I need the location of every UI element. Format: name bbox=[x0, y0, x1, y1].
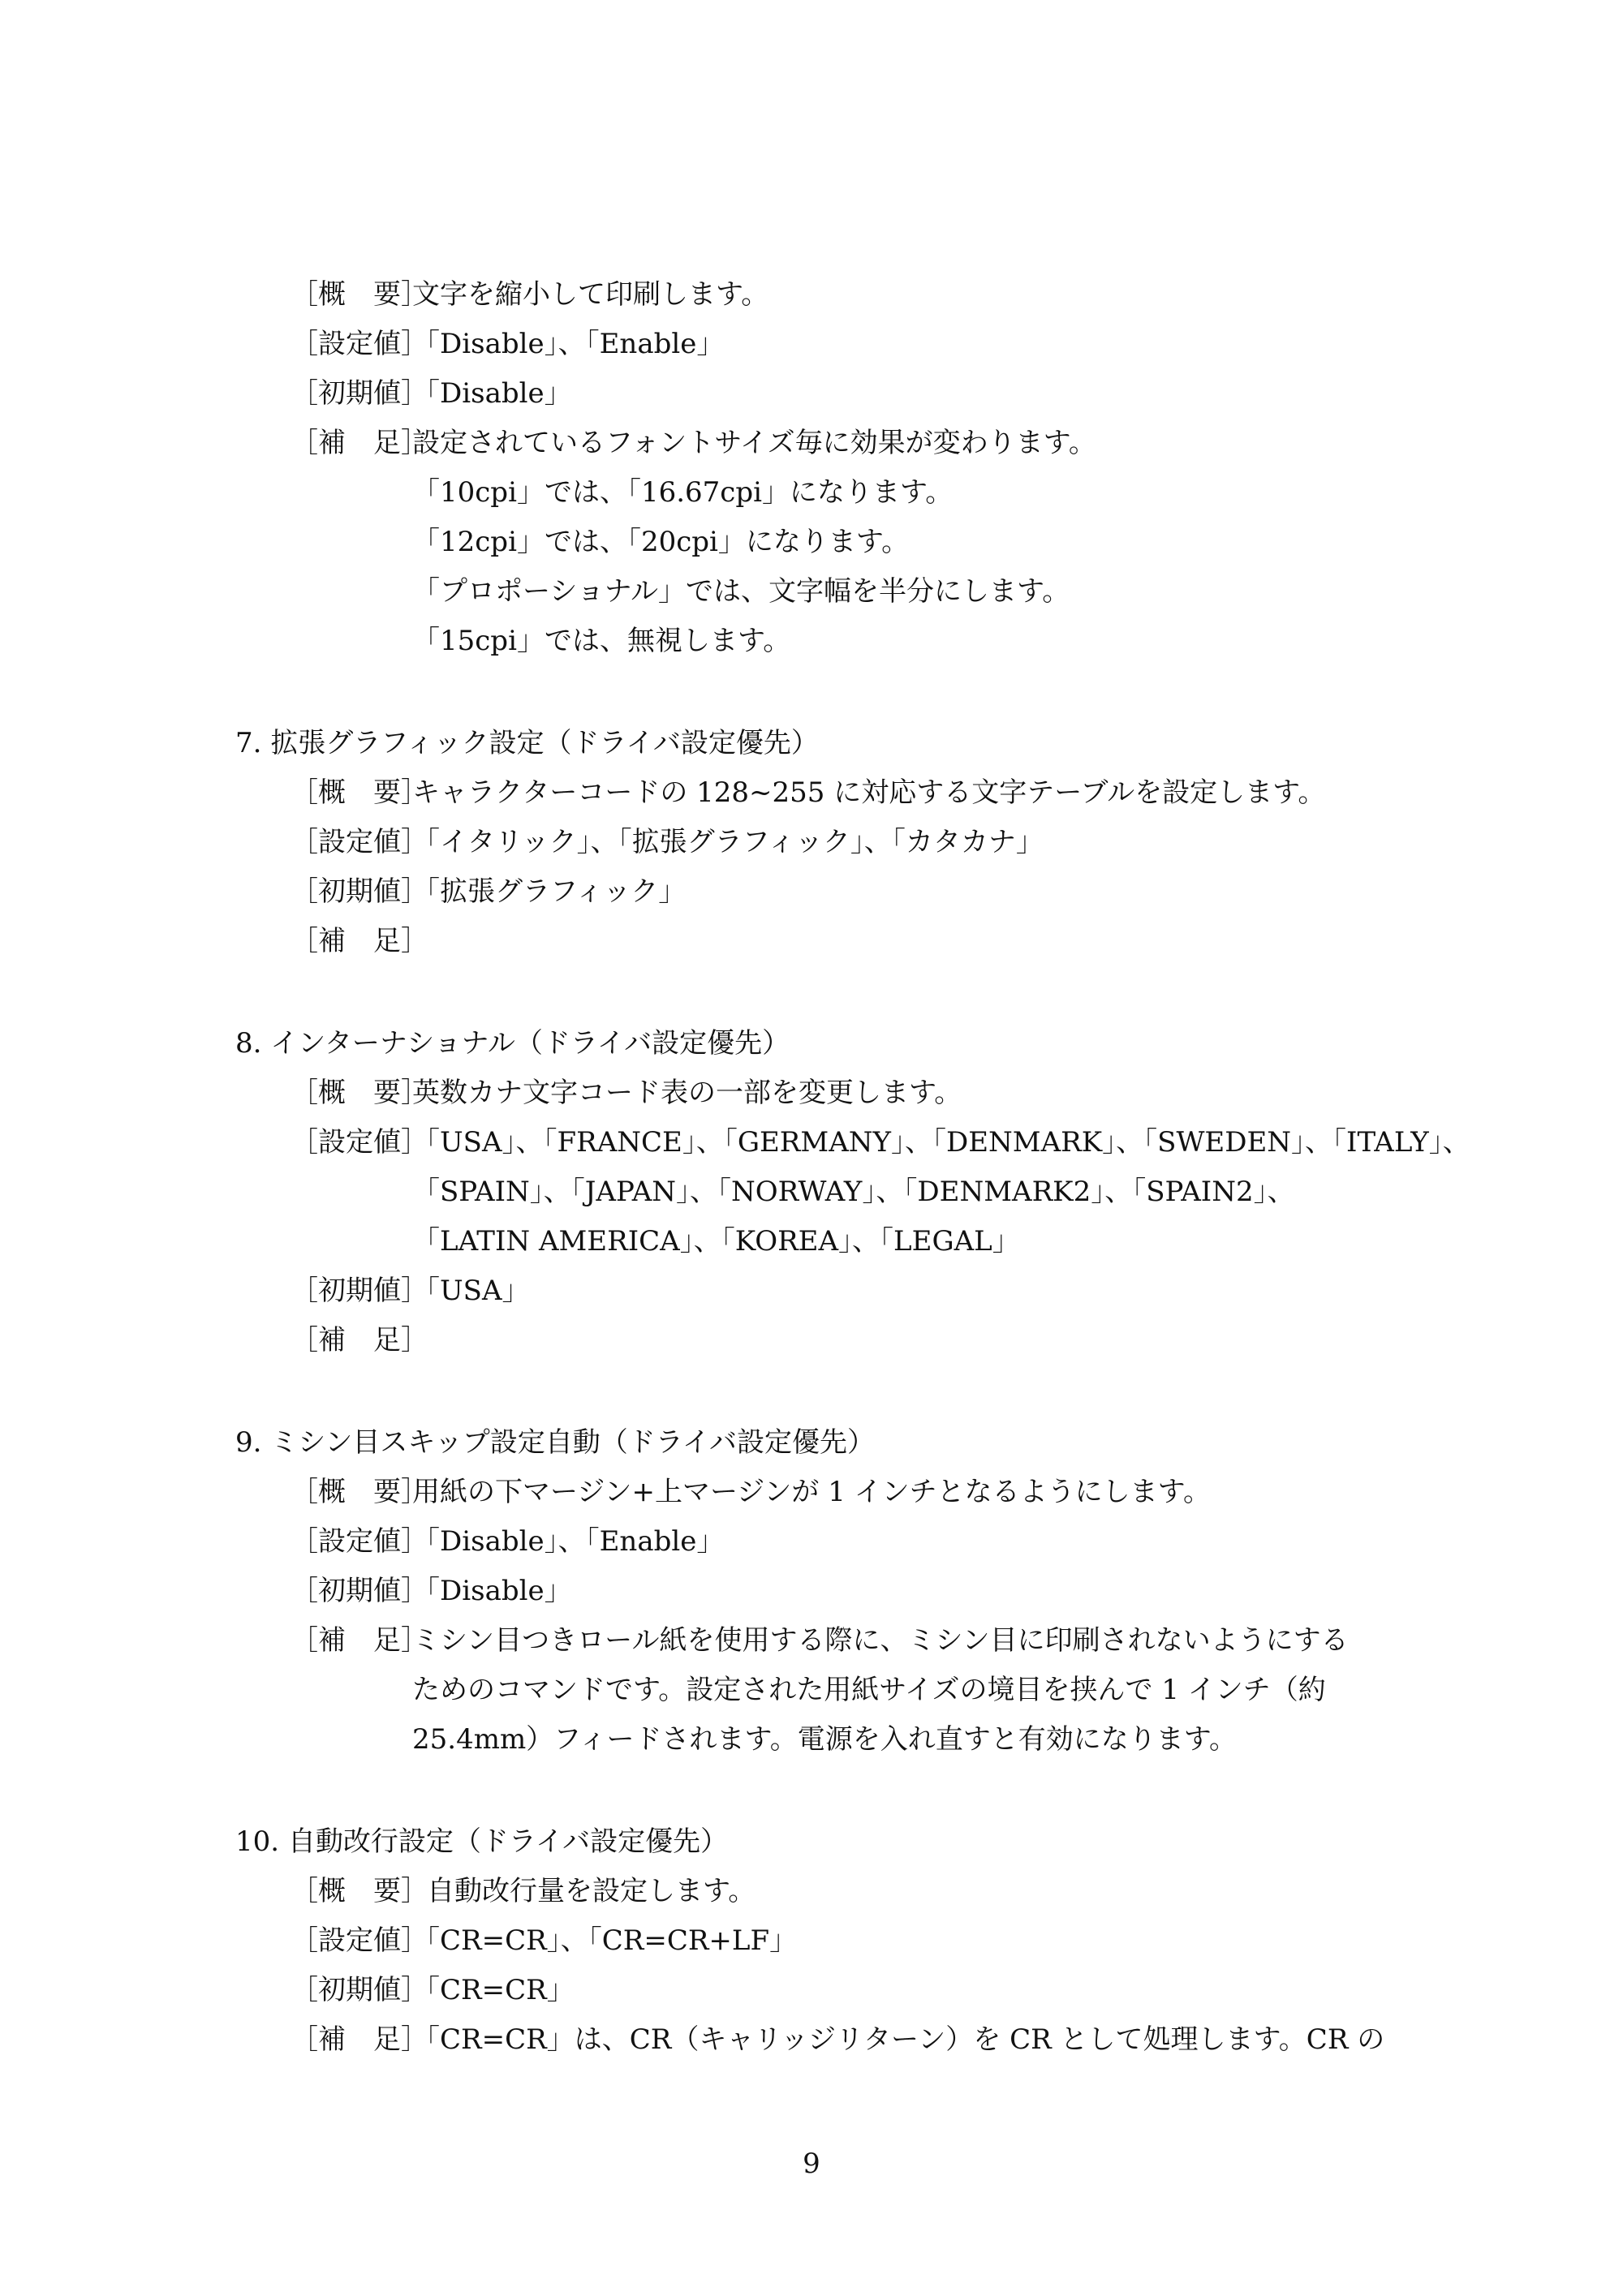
note-line: 「プロポーショナル」では、文字幅を半分にします。 bbox=[412, 575, 1070, 608]
initial-label: ［初期値］ bbox=[291, 377, 428, 410]
initial-label: ［初期値］ bbox=[291, 875, 428, 908]
setting-label: ［設定値］ bbox=[291, 1525, 428, 1558]
setting-text: 「Disable」、「Enable」 bbox=[412, 1525, 725, 1558]
initial-text: 「CR=CR」 bbox=[412, 1974, 575, 2006]
overview-label: ［概 要］ bbox=[291, 278, 428, 311]
note-line: 「10cpi」では、「16.67cpi」になります。 bbox=[412, 476, 954, 509]
section-heading: 10. 自動改行設定（ドライバ設定優先） bbox=[235, 1825, 729, 1858]
setting-text: 「Disable」、「Enable」 bbox=[412, 328, 725, 360]
page-number: 9 bbox=[803, 2148, 820, 2180]
overview-label: ［概 要］ bbox=[291, 1476, 428, 1508]
note-line: ためのコマンドです。設定された用紙サイズの境目を挟んで 1 インチ（約 bbox=[412, 1674, 1326, 1706]
setting-line: 「SPAIN」、「JAPAN」、「NORWAY」、「DENMARK2」、「SPAIN2」、 bbox=[412, 1176, 1295, 1208]
overview-text: キャラクターコードの 128~255 に対応する文字テーブルを設定します。 bbox=[412, 776, 1326, 809]
setting-text: 「CR=CR」、「CR=CR+LF」 bbox=[412, 1924, 798, 1957]
note-label: ［補 足］ bbox=[291, 1624, 428, 1657]
setting-label: ［設定値］ bbox=[291, 328, 428, 360]
note-label: ［補 足］ bbox=[291, 925, 428, 957]
overview-label: ［概 要］ bbox=[291, 776, 428, 809]
initial-label: ［初期値］ bbox=[291, 1275, 428, 1307]
initial-label: ［初期値］ bbox=[291, 1575, 428, 1607]
overview-label: ［概 要］ bbox=[291, 1875, 428, 1907]
overview-text: 自動改行量を設定します。 bbox=[427, 1875, 756, 1907]
note-line: 「12cpi」では、「20cpi」になります。 bbox=[412, 526, 910, 558]
setting-text: 「USA」、「FRANCE」、「GERMANY」、「DENMARK」、「SWEDEN」、「ITALY」、 bbox=[412, 1126, 1470, 1159]
note-line: 25.4mm）フィードされます。電源を入れ直すと有効になります。 bbox=[412, 1723, 1238, 1756]
initial-text: 「Disable」 bbox=[412, 377, 572, 410]
note-text: 「CR=CR」は、CR（キャリッジリターン）を CR として処理します。CR の bbox=[412, 2023, 1385, 2056]
initial-label: ［初期値］ bbox=[291, 1974, 428, 2006]
overview-label: ［概 要］ bbox=[291, 1077, 428, 1109]
initial-text: 「拡張グラフィック」 bbox=[412, 875, 687, 908]
note-label: ［補 足］ bbox=[291, 2023, 428, 2056]
section-heading: 9. ミシン目スキップ設定自動（ドライバ設定優先） bbox=[235, 1426, 876, 1459]
note-label: ［補 足］ bbox=[291, 1324, 428, 1357]
setting-label: ［設定値］ bbox=[291, 826, 428, 858]
setting-line: 「LATIN AMERICA」、「KOREA」、「LEGAL」 bbox=[412, 1225, 1020, 1258]
overview-text: 用紙の下マージン+上マージンが 1 インチとなるようにします。 bbox=[412, 1476, 1211, 1508]
note-line: 「15cpi」では、無視します。 bbox=[412, 625, 791, 657]
note-text: ミシン目つきロール紙を使用する際に、ミシン目に印刷されないようにする bbox=[412, 1624, 1349, 1657]
initial-text: 「USA」 bbox=[412, 1275, 530, 1307]
setting-text: 「イタリック」、「拡張グラフィック」、「カタカナ」 bbox=[412, 826, 1044, 858]
note-label: ［補 足］ bbox=[291, 427, 428, 459]
initial-text: 「Disable」 bbox=[412, 1575, 572, 1607]
overview-text: 英数カナ文字コード表の一部を変更します。 bbox=[412, 1077, 962, 1109]
section-heading: 7. 拡張グラフィック設定（ドライバ設定優先） bbox=[235, 727, 819, 759]
setting-label: ［設定値］ bbox=[291, 1924, 428, 1957]
section-heading: 8. インターナショナル（ドライバ設定優先） bbox=[235, 1027, 790, 1060]
note-text: 設定されているフォントサイズ毎に効果が変わります。 bbox=[412, 427, 1096, 459]
overview-text: 文字を縮小して印刷します。 bbox=[412, 278, 769, 311]
setting-label: ［設定値］ bbox=[291, 1126, 428, 1159]
